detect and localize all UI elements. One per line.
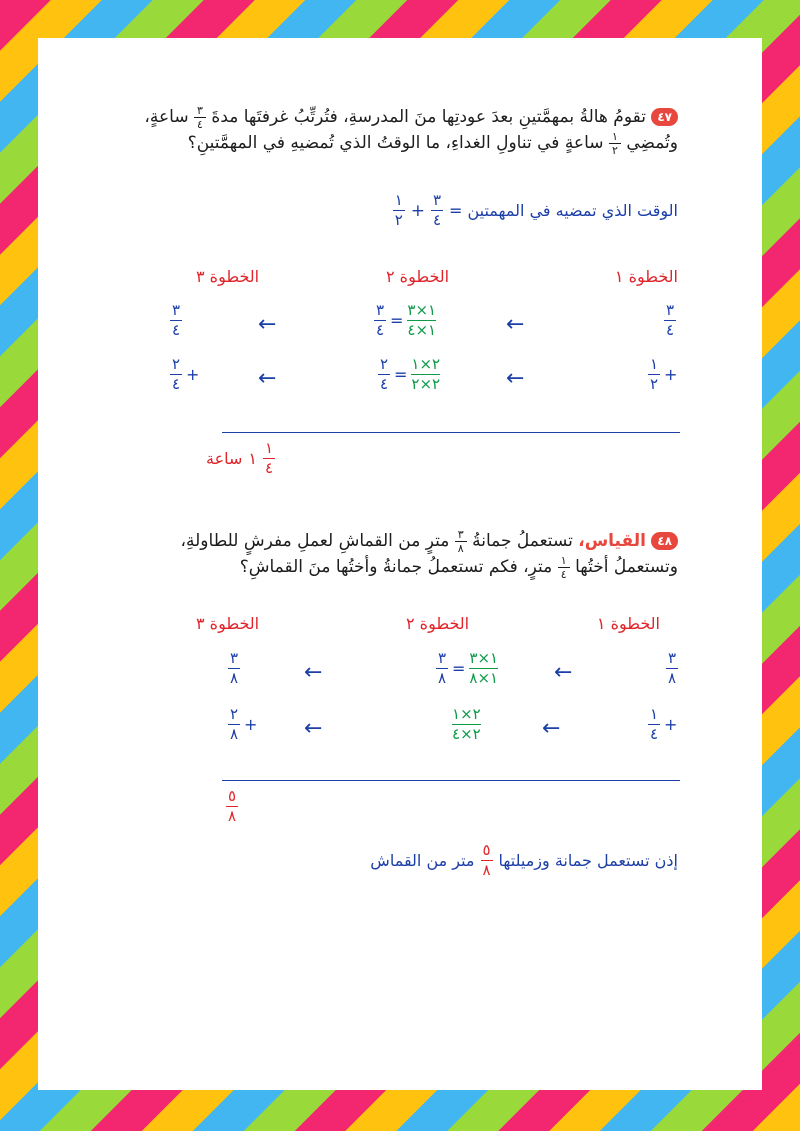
q47-eq-frac-b: $\frac{١}{٢}$ — [394, 191, 403, 229]
q47-eq-frac-a: $\frac{٣}{٤}$ — [432, 191, 441, 229]
q48-frac-b: $\frac{١}{٤}$ — [558, 555, 570, 580]
q47-row1-step2: $\frac{٣}{٤}$ = $\frac{١\times ٣}{١\times ٤}$ — [375, 301, 437, 339]
q48-step1-label: الخطوة ١ — [596, 614, 660, 633]
q47-row2-step2: $\frac{٢}{٤}$ = $\frac{٢\times ١}{٢\times ٢}$ — [379, 355, 441, 393]
q48-row1-start: $\frac{٣}{٨}$ — [667, 649, 677, 687]
q47-row2-end: $\frac{٢}{٤}$ + — [171, 355, 200, 393]
q47-step3-label: الخطوة ٣ — [196, 267, 260, 286]
q48-number-badge: ٤٨ — [651, 532, 678, 550]
q47-step1-label: الخطوة ١ — [614, 267, 678, 286]
arrow-icon: ← — [554, 660, 573, 685]
q48-total: $\frac{٥}{٨}$ — [227, 787, 237, 825]
q48-row2-end: $\frac{٢}{٨}$ + — [229, 705, 258, 743]
q48-row2-start: $\frac{١}{٤}$ + — [649, 705, 678, 743]
plus-sign: + — [410, 200, 425, 221]
q47-line2-start: وتُمضِي — [626, 133, 678, 153]
arrow-icon: ← — [506, 312, 525, 337]
q47-line2-end: ساعةٍ في تناولِ الغداءِ، ما الوقتُ الذي تُمضيهِ في المهمَّتينِ؟ — [187, 133, 604, 153]
sum-line — [222, 432, 680, 433]
q47-line1-end: ساعةٍ، — [144, 107, 189, 127]
arrow-icon: ← — [304, 660, 323, 685]
q48-conclusion: إذن تستعمل جمانة وزميلتها $\frac{٥}{٨}$ متر من القماش — [370, 841, 678, 879]
q48-step3-label: الخطوة ٣ — [196, 614, 260, 633]
arrow-icon: ← — [258, 366, 277, 391]
q47-row1-start: $\frac{٣}{٤}$ — [665, 301, 675, 339]
q48-row2-step2: $\frac{٢\times ١}{٢\times ٤}$ — [452, 705, 481, 743]
q47-row1-end: $\frac{٣}{٤}$ — [171, 301, 181, 339]
q48-text: ٤٨ القياس، تستعملُ جمانةُ $\frac{٣}{٨}$ مترٍ من القماشِ لعملِ مفرشٍ للطاولةِ، وتستعملُ أختُها $\frac{١}{٤}$ مترٍ، فكم تستعملُ جمانةُ وأختُها منَ القماشِ؟ — [180, 527, 678, 581]
q48-row1-end: $\frac{٣}{٨}$ — [229, 649, 239, 687]
q47-answer: $\frac{١}{٤}$ ١ ساعة — [206, 439, 274, 477]
q47-frac-a: $\frac{٣}{٤}$ — [194, 105, 206, 130]
q47-equation — [393, 192, 678, 229]
q48-step2-label: الخطوة ٢ — [406, 614, 470, 633]
q47-frac-b: $\frac{١}{٢}$ — [609, 131, 621, 156]
q47-line1: تقومُ هالةُ بمهمَّتينِ بعدَ عودتِها منَ المدرسةِ، فتُرتِّبُ غرفتَها مدةَ — [211, 107, 646, 127]
q47-equation-text: الوقت الذي تمضيه في المهمتين = — [448, 201, 678, 220]
q48-conclusion-frac: $\frac{٥}{٨}$ — [482, 841, 491, 879]
arrow-icon: ← — [506, 366, 525, 391]
q48-row1-step2: $\frac{٣}{٨}$ = $\frac{١\times ٣}{١\times ٨}$ — [437, 649, 499, 687]
q48-frac-a: $\frac{٣}{٨}$ — [455, 529, 467, 554]
sum-line — [222, 780, 680, 781]
q48-topic: القياس، — [578, 531, 646, 551]
q47-text — [58, 104, 678, 156]
q47-row2-start: $\frac{١}{٢}$ + — [649, 355, 678, 393]
arrow-icon: ← — [304, 716, 323, 741]
q47-number-badge: ٤٧ — [651, 108, 678, 126]
arrow-icon: ← — [258, 312, 277, 337]
q47-step2-label: الخطوة ٢ — [386, 267, 450, 286]
arrow-icon: ← — [542, 716, 561, 741]
